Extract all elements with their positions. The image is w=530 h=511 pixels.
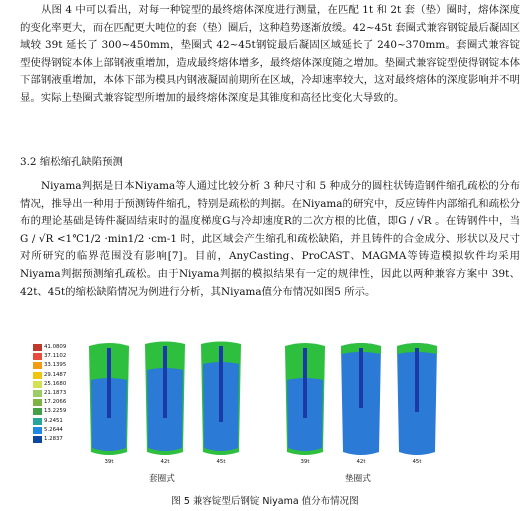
legend-swatch — [33, 427, 42, 434]
legend-label: 21.1873 — [44, 389, 67, 396]
ingot-sleeve-39t — [85, 340, 133, 460]
niyama-figure — [33, 340, 503, 488]
ingot-washer-39t — [281, 340, 329, 460]
group-label-sleeve: 套圈式 — [149, 474, 175, 484]
legend-swatch — [33, 390, 42, 397]
legend-row — [33, 398, 83, 407]
ingot-washer-42t — [337, 340, 385, 460]
legend-row — [33, 371, 83, 380]
ingot-sleeve-42t — [141, 340, 189, 460]
ingot-sleeve-45t — [197, 340, 245, 460]
ingot-label: 39t — [300, 459, 310, 465]
ingot-label: 45t — [412, 459, 422, 465]
figure-caption: 图 5 兼容锭型后钢锭 Niyama 值分布情况图 — [171, 496, 359, 507]
legend-label: 9.2451 — [44, 417, 63, 424]
legend-row — [33, 352, 83, 361]
legend-label: 17.2066 — [44, 399, 67, 406]
legend-label: 5.2644 — [44, 426, 63, 433]
section-heading: 3.2 缩松缩孔缺陷预测 — [20, 156, 123, 168]
legend-label: 41.0809 — [44, 344, 67, 350]
legend-swatch — [33, 362, 42, 369]
legend-row — [33, 389, 83, 398]
legend-swatch — [33, 372, 42, 379]
legend-swatch — [33, 399, 42, 406]
ingot-label: 42t — [356, 459, 366, 465]
legend-row — [33, 426, 83, 435]
color-legend — [33, 343, 83, 444]
legend-row — [33, 361, 83, 370]
ingot-label: 45t — [216, 459, 226, 465]
paragraph-1: 从图 4 中可以看出，对每一种锭型的最终熔体深度进行测量，在匹配 1t 和 2t 套（垫）圈时，熔体深度的变化率更大，而在匹配更大吨位的套（垫）圈后，这种趋势逐渐放缓。42~45t 套圈式兼容钢锭最后凝固区域较 39t 延长了 300~450mm，垫圈式 42~45t钢锭最后凝固区域延长了 240~370mm。套圈式兼容锭型使得钢锭本体上部钢液重增加，造成最终熔体增多，最终熔体深度随之增加。垫圈式兼容锭型使得钢锭本体下部钢液重增加，本体下部为模具内钢液凝固前期所在区域，冷却速率较大，这对最终熔体的深度影响并不明显。实际上垫圈式兼容锭型所增加的最终熔体深度是其锥度和高径比变化大导致的。 — [20, 4, 520, 104]
legend-swatch — [33, 436, 42, 443]
legend-label: 1.2837 — [44, 435, 63, 442]
ingot-label: 39t — [104, 459, 114, 465]
legend-swatch — [33, 408, 42, 415]
ingot-washer-45t — [393, 340, 441, 460]
legend-row — [33, 417, 83, 426]
legend-swatch — [33, 381, 42, 388]
ingot-label: 42t — [160, 459, 170, 465]
legend-label: 33.1395 — [44, 362, 67, 369]
legend-row — [33, 380, 83, 389]
legend-row — [33, 435, 83, 444]
legend-swatch — [33, 344, 42, 351]
legend-swatch — [33, 418, 42, 425]
legend-label: 37.1102 — [44, 353, 67, 360]
legend-label: 13.2259 — [44, 408, 67, 415]
legend-label: 29.1487 — [44, 371, 67, 378]
legend-label: 25.1680 — [44, 380, 67, 387]
legend-swatch — [33, 353, 42, 360]
legend-row — [33, 343, 83, 352]
legend-row — [33, 407, 83, 416]
group-label-washer: 垫圈式 — [345, 474, 371, 484]
paragraph-2: Niyama判据是日本Niyama等人通过比较分析 3 种尺寸和 5 种成分的圆柱状铸造钢件缩孔疏松的分布情况，推导出一种用于预测铸件缩孔，特别是疏松的判据。在Niyama的研究中，反应铸件内部缩孔和疏松分布的理论基础是铸件凝固结束时的温度梯度G与冷却速度R的二次方根的比值，即G / √R 。在铸钢件中，当 G / √R <1℃1/2 ·min1/2 ·cm-1 时，此区域会产生缩孔和疏松缺陷，并且铸件的合金成分、形状以及尺寸对所研究的临界范围没有影响[7]。目前，AnyCasting、ProCAST、MAGMA等铸造模拟软件均采用Niyama判据预测缩孔疏松。由于Niyama判据的模拟结果有一定的规律性，因此以两种兼容方案中 39t、42t、45t的缩松缺陷情况为例进行分析，其Niyama值分布情况如图5 所示。 — [20, 180, 520, 298]
